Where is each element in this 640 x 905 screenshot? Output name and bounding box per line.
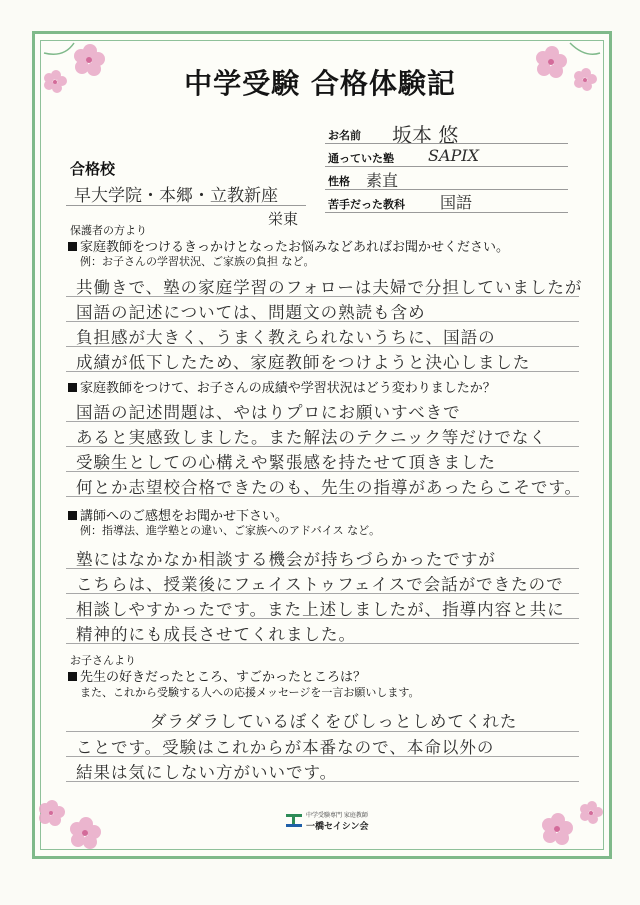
answer-4-line: 結果は気にしない方がいいです。	[76, 763, 338, 782]
ruled-line	[66, 568, 579, 569]
ruled-line	[66, 371, 579, 372]
company-logo-icon	[284, 810, 304, 830]
school-value-extra: 栄東	[268, 210, 299, 228]
school-line	[66, 205, 306, 206]
answer-2-line: 国語の記述問題は、やはりプロにお願いすべきで	[76, 403, 461, 422]
question-4-sub: また、これから受験する人への応援メッセージを一言お願いします。	[80, 686, 420, 699]
personality-value: 素直	[366, 171, 399, 190]
juku-label: 通っていた塾	[328, 152, 394, 165]
ruled-line	[66, 446, 579, 447]
name-value: 坂本 悠	[392, 123, 459, 147]
page-title: 中学受験 合格体験記	[184, 67, 456, 100]
answer-1-line: 成績が低下したため、家庭教師をつけようと決心しました	[76, 353, 531, 372]
answer-1-line: 負担感が大きく、うまく教えられないうちに、国語の	[76, 328, 496, 347]
question-4-text: 先生の好きだったところ、すごかったところは？	[80, 670, 367, 685]
question-1-example: 例：お子さんの学習状況、ご家族の負担 など。	[80, 255, 315, 268]
answer-2-line: 受験生としての心構えや緊張感を持たせて頂きました	[76, 453, 496, 472]
weak-subject-label: 苦手だった教科	[328, 198, 405, 211]
answer-4-line: ダラダラしているぼくをびしっとしめてくれた	[150, 712, 518, 731]
answer-3-line: 精神的にも成長させてくれました。	[76, 625, 356, 644]
answer-4-line: ことです。受験はこれからが本番なので、本命以外の	[76, 738, 495, 757]
ruled-line	[66, 618, 579, 619]
name-line	[325, 143, 568, 144]
square-bullet-icon	[68, 511, 77, 520]
answer-3-line: 相談しやすかったです。また上述しましたが、指導内容と共に	[76, 600, 565, 619]
question-2	[68, 377, 496, 396]
guardian-section-label: 保護者の方より	[70, 224, 147, 237]
ruled-line	[66, 781, 579, 782]
ruled-line	[66, 421, 579, 422]
flower-decoration-icon	[530, 790, 610, 858]
ruled-line	[66, 296, 579, 297]
weak-subject-value: 国語	[440, 193, 473, 212]
question-3-text: 講師へのご感想をお聞かせ下さい。	[80, 509, 289, 524]
answer-3-line: こちらは、授業後にフェイストゥフェイスで会話ができたので	[76, 575, 564, 594]
square-bullet-icon	[68, 242, 77, 251]
weak-subject-line	[325, 212, 568, 213]
answer-3-line: 塾にはなかなか相談する機会が持ちづらかったですが	[76, 550, 496, 569]
logo-name: 一橋セイシン会	[306, 822, 369, 832]
ruled-line	[66, 496, 579, 497]
school-label: 合格校	[70, 160, 116, 178]
question-2-text: 家庭教師をつけて、お子さんの成績や学習状況はどう変わりましたか？	[80, 381, 496, 396]
logo-tagline: 中学受験専門 家庭教師	[306, 812, 368, 819]
ruled-line	[66, 321, 579, 322]
answer-1-line: 国語の記述については、問題文の熟読も含め	[76, 303, 426, 322]
flower-decoration-icon	[34, 790, 114, 858]
child-section-label: お子さんより	[70, 654, 136, 667]
question-4	[68, 666, 366, 685]
square-bullet-icon	[68, 672, 77, 681]
personality-label: 性格	[328, 175, 350, 188]
juku-line	[325, 166, 568, 167]
ruled-line	[66, 731, 579, 732]
juku-value: SAPIX	[428, 146, 479, 165]
answer-2-line: 何とか志望校合格できたのも、先生の指導があったらこそです。	[76, 478, 583, 497]
ruled-line	[66, 471, 579, 472]
name-label: お名前	[328, 129, 361, 142]
ruled-line	[66, 346, 579, 347]
ruled-line	[66, 643, 579, 644]
ruled-line	[66, 593, 579, 594]
question-1-text: 家庭教師をつけるきっかけとなったお悩みなどあればお聞かせください。	[80, 240, 510, 255]
square-bullet-icon	[68, 383, 77, 392]
ruled-line	[66, 756, 579, 757]
school-value: 早大学院・本郷・立教新座	[74, 186, 278, 206]
answer-2-line: あると実感致しました。また解法のテクニック等だけでなく	[76, 428, 547, 447]
answer-1-line: 共働きで、塾の家庭学習のフォローは夫婦で分担していましたが	[76, 278, 583, 297]
question-3-example: 例：指導法、進学塾との違い、ご家族へのアドバイス など。	[80, 524, 381, 537]
